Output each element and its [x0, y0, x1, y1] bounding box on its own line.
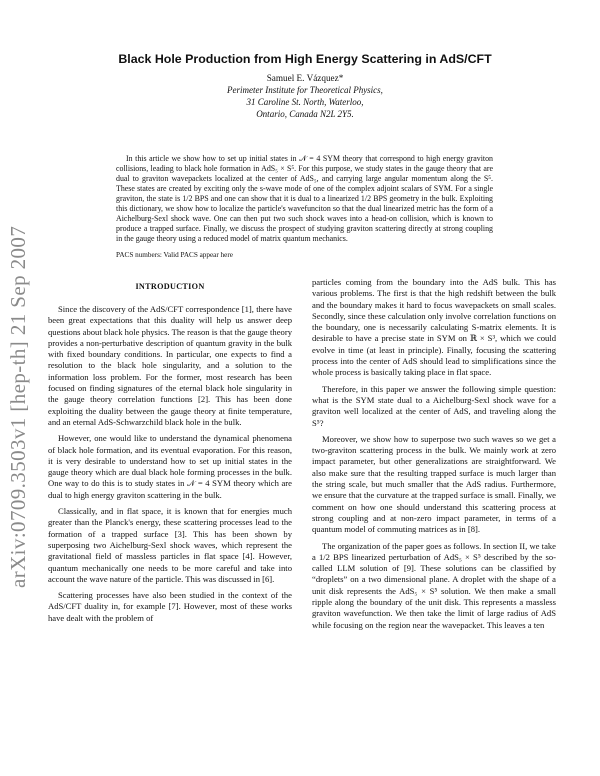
author-name: Samuel E. Vázquez*	[266, 73, 344, 83]
body-paragraph: However, one would like to understand the dynamical phenomena of black hole formation, and its eventual evaporation. For this reason, it is very desirable to understand how to set up initial states in the gauge theory which are dual black hole forming processes in the bulk. One way to do this is to study states in 𝒩 = 4 SYM theory which are dual to high energy graviton scattering in the bulk.	[48, 433, 292, 500]
body-paragraph: Scattering processes have also been studied in the context of the AdS/CFT duality in, for example [7]. However, most of these works have dealt with the problem of	[48, 590, 292, 623]
body-paragraph: Moreover, we show how to superpose two such waves so we get a two-graviton scattering process in the bulk. We mainly work at zero impact parameter, but other generalizations are straightforward. We also make sure that the resulting trapped surface is much larger than the string scale, but much smaller that the AdS radius. Furthermore, we ensure that the curvature at the trapped surface is small. Finally, we comment on how one should understand this scattering process at strong coupling and at non-zero impact parameter, in terms of a quantum model of commuting matrices as in [8].	[312, 433, 556, 535]
paper-title: Black Hole Production from High Energy Scattering in AdS/CFT	[118, 52, 492, 66]
body-paragraph: Classically, and in flat space, it is known that for energies much greater than the Planck's energy, these scattering processes lead to the formation of a trapped surface [3]. This has been shown by superposing two Aichelburg-Sexl shock waves, which represent the gravitational field of massless particles in flat space [4]. However, quantum mechanically one needs to be more careful and take into account the wave nature of the particle. This was discussed in [6].	[48, 506, 292, 584]
body-paragraph: particles coming from the boundary into the AdS bulk. This has various problems. The first is that the high redshift between the bulk and the boundary makes it hard to focus wavepackets on small scales. Secondly, since these calculation only involve correlation functions on the boundary, one is necessarily calculating S-matrix elements. It is desirable to have a precise state in SYM on ℝ × S³, which we could evolve in time (at least in principle). Finally, focusing the scattering process into the center of AdS should lead to simplifications since the whole process is basically taking place in flat space.	[312, 277, 556, 378]
body-paragraph: Therefore, in this paper we answer the following simple question: what is the SYM state dual to a Aichelburg-Sexl shock wave for a graviton well localized at the center of AdS, and traveling along the S⁵?	[312, 383, 556, 428]
affiliation-line: Perimeter Institute for Theoretical Physics,	[227, 85, 383, 95]
arxiv-identifier-stamp: arXiv:0709.3503v1 [hep-th] 21 Sep 2007	[6, 225, 30, 588]
affiliation-line: 31 Caroline St. North, Waterloo,	[246, 97, 364, 107]
affiliation-line: Ontario, Canada N2L 2Y5.	[256, 109, 354, 119]
body-paragraph: Since the discovery of the AdS/CFT correspondence [1], there have been great expectations that this duality will help us answer deep questions about black hole physics. The reason is that the gauge theory provides a non-perturbative description of quantum gravity in the bulk with fixed boundary conditions. In particular, one expects to find a resolution to the black hole singularity, and a solution to the information loss problem. For the former, most research has been focused on finding signatures of the eternal black hole singularity in the gauge theory correlation functions [2]. This has been done exploiting the duality between the gauge theory at finite temperature, and an eternal AdS-Schwarzchild black hole in the bulk.	[48, 304, 292, 427]
section-heading: INTRODUCTION	[135, 282, 205, 291]
abstract: In this article we show how to set up initial states in 𝒩 = 4 SYM theory that correspond to high energy graviton collisions, leading to black hole formation in AdS₅ × S⁵. For this purpose, we study states in the gauge theory that are dual to graviton wavepackets localized at the center of AdS₅, and carrying large angular momentum along the S⁵. These states are created by exciting only the s-wave mode of one of the complex adjoint scalars of SYM. For a single graviton, the state is 1/2 BPS and one can show that it is dual to a linearized 1/2 BPS geometry in the bulk. Exploiting this dictionary, we show how to localize the particle's wavefunciton so that the dual linearized metric has the form of a Aichelburg-Sexl shock wave. One can then put two such shock waves into a head-on collision, which is known to produce a trapped surface. Finally, we discuss the prospect of studying graviton scattering directly at strong coupling in the gauge theory using a reduced model of matrix quantum mechanics.	[116, 154, 493, 244]
pacs-numbers: PACS numbers: Valid PACS appear here	[116, 251, 233, 259]
body-paragraph: The organization of the paper goes as follows. In section II, we take a 1/2 BPS linearized perturbation of AdS₅ × S⁵ described by the so-called LLM solution of [9]. These solutions can be classified by “droplets” on a two dimensional plane. A droplet with the shape of a unit disk represents the AdS₅ × S⁵ solution. We then make a small ripple along the boundary of the unit disk. This represents a massless graviton wavefunction. We then take the limit of large radius of AdS while focusing on the region near the wavepacket. This leaves a ten	[312, 540, 556, 630]
right-column	[312, 277, 556, 636]
left-column	[48, 278, 292, 629]
